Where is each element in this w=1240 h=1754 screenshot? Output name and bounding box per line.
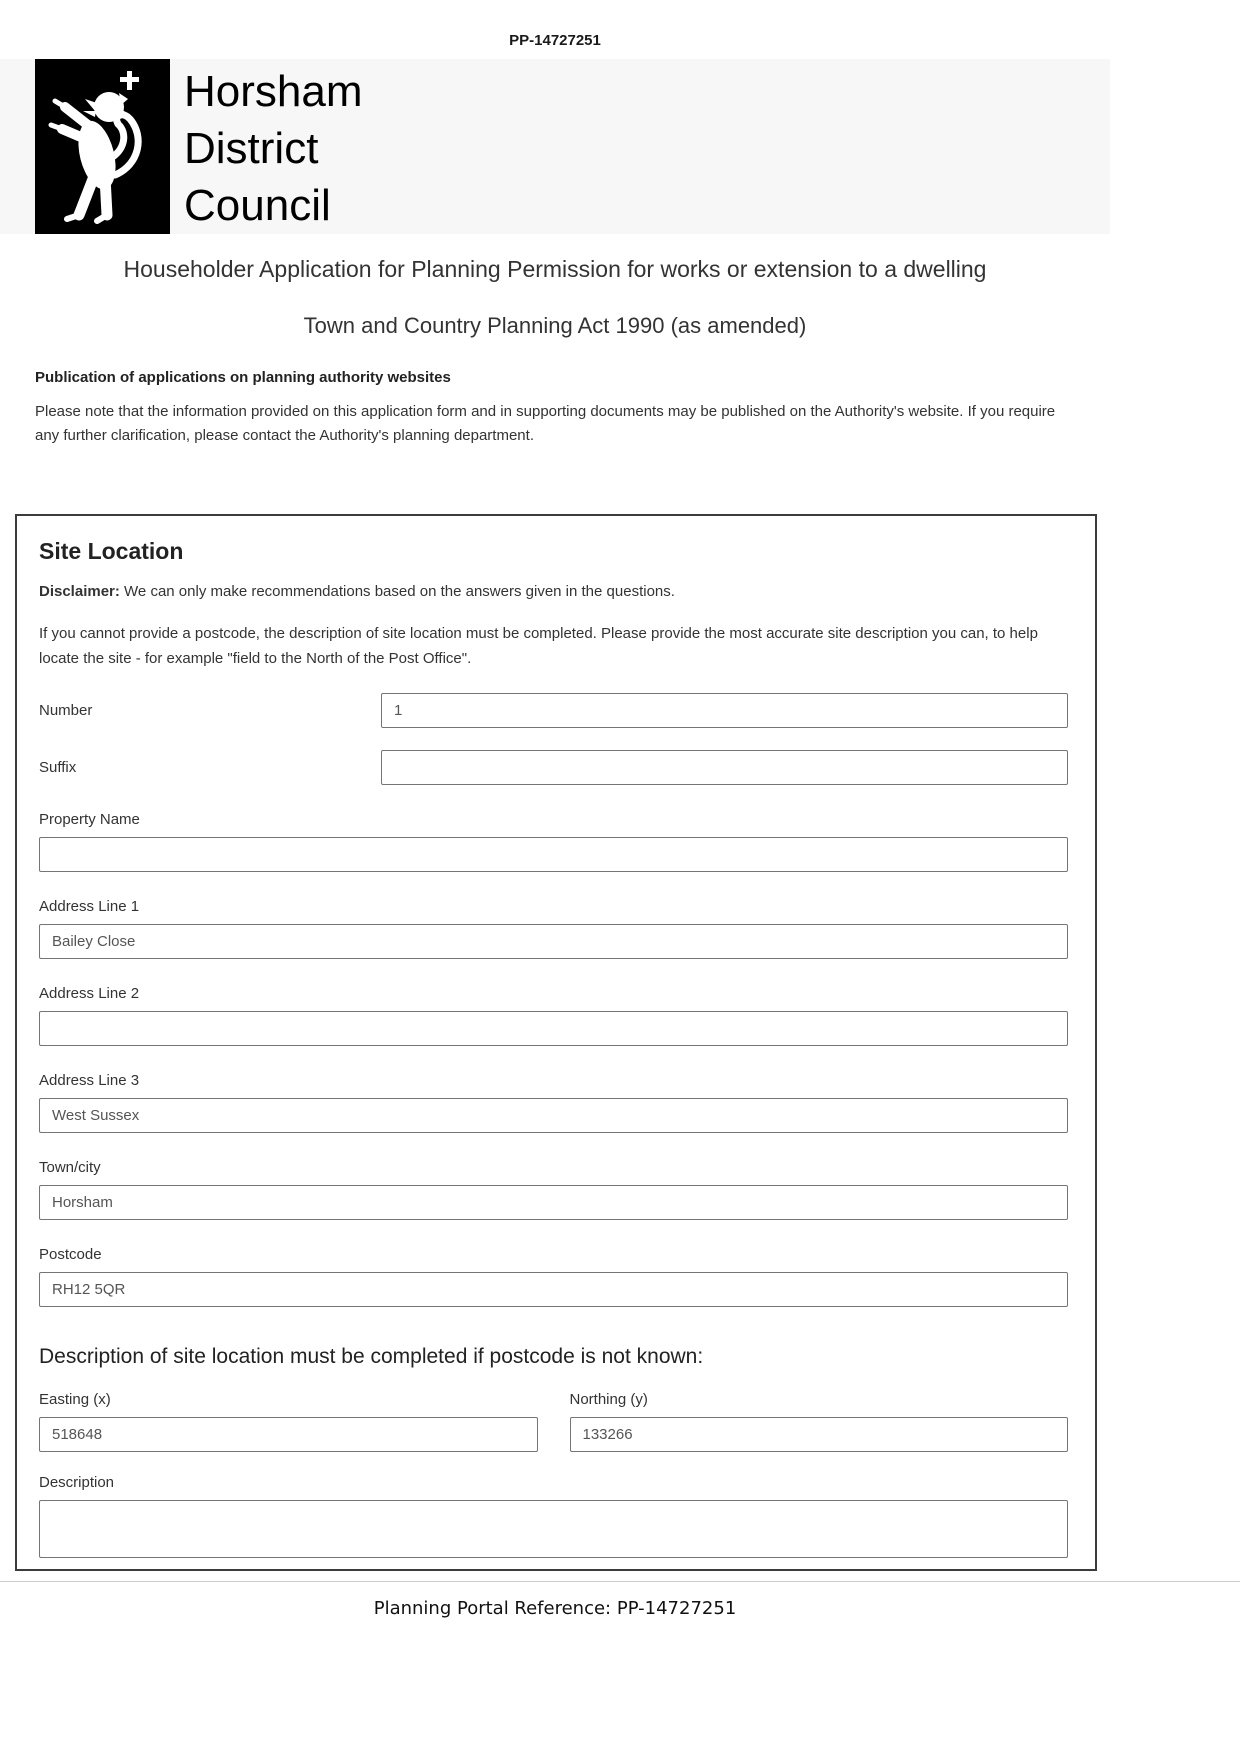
description-requirement-heading: Description of site location must be completed if postcode is not known: — [39, 1345, 704, 1368]
description-textarea[interactable] — [39, 1500, 1068, 1558]
council-name — [184, 59, 363, 234]
field-easting — [39, 1391, 538, 1452]
council-name-line: Council — [184, 181, 331, 230]
disclaimer-text: We can only make recommendations based on the answers given in the questions. — [124, 583, 675, 600]
field-row-number — [39, 693, 1068, 728]
address-line-3-input[interactable] — [39, 1098, 1068, 1133]
field-address-line-3 — [39, 1072, 1068, 1133]
disclaimer-label: Disclaimer: — [39, 583, 120, 600]
easting-label: Easting (x) — [39, 1391, 111, 1408]
northing-label: Northing (y) — [569, 1391, 648, 1408]
coordinates-row — [39, 1391, 1068, 1452]
address-line-2-label: Address Line 2 — [39, 985, 140, 1002]
council-header — [0, 59, 1110, 234]
form-title: Householder Application for Planning Permission for works or extension to a dwelling — [123, 256, 987, 282]
address-line-1-input[interactable] — [39, 924, 1068, 959]
footer-reference: Planning Portal Reference: PP-14727251 — [373, 1598, 737, 1619]
property-name-label: Property Name — [39, 811, 140, 828]
field-postcode — [39, 1246, 1068, 1307]
northing-input[interactable] — [570, 1417, 1069, 1452]
address-line-3-label: Address Line 3 — [39, 1072, 140, 1089]
number-label: Number — [39, 702, 93, 719]
number-input[interactable] — [381, 693, 1068, 728]
suffix-input[interactable] — [381, 750, 1068, 785]
council-name-line: Horsham — [184, 67, 363, 116]
site-location-instructions: If you cannot provide a postcode, the description of site location must be completed. Please provide the most accurate site description you can, to help locate the site - for example "field to the North of the Post Office". — [39, 625, 1038, 667]
site-location-section — [15, 514, 1097, 1571]
page-footer — [0, 1581, 1110, 1619]
address-line-1-label: Address Line 1 — [39, 898, 140, 915]
town-city-input[interactable] — [39, 1185, 1068, 1220]
postcode-label: Postcode — [39, 1246, 102, 1263]
postcode-input[interactable] — [39, 1272, 1068, 1307]
field-address-line-2 — [39, 985, 1068, 1046]
property-name-input[interactable] — [39, 837, 1068, 872]
heraldic-lion-icon — [35, 59, 170, 234]
council-crest — [35, 59, 170, 234]
easting-input[interactable] — [39, 1417, 538, 1452]
publication-heading: Publication of applications on planning authority websites — [35, 369, 451, 386]
address-line-2-input[interactable] — [39, 1011, 1068, 1046]
suffix-label: Suffix — [39, 759, 77, 776]
page-reference: PP-14727251 — [509, 32, 601, 49]
form-subtitle: Town and Country Planning Act 1990 (as amended) — [303, 313, 807, 338]
town-city-label: Town/city — [39, 1159, 101, 1176]
description-label: Description — [39, 1474, 115, 1491]
section-heading: Site Location — [39, 538, 184, 564]
publication-note: Please note that the information provided on this application form and in supporting documents may be published on the Authority's website. If you require any further clarification, please contact the Authority's planning department. — [35, 403, 1056, 444]
field-description — [39, 1474, 1068, 1563]
footer-divider — [0, 1581, 1240, 1582]
field-row-suffix — [39, 750, 1068, 785]
council-name-line: District — [184, 124, 319, 173]
disclaimer — [39, 581, 1068, 603]
field-town-city — [39, 1159, 1068, 1220]
field-northing — [570, 1391, 1069, 1452]
field-property-name — [39, 811, 1068, 872]
field-address-line-1 — [39, 898, 1068, 959]
